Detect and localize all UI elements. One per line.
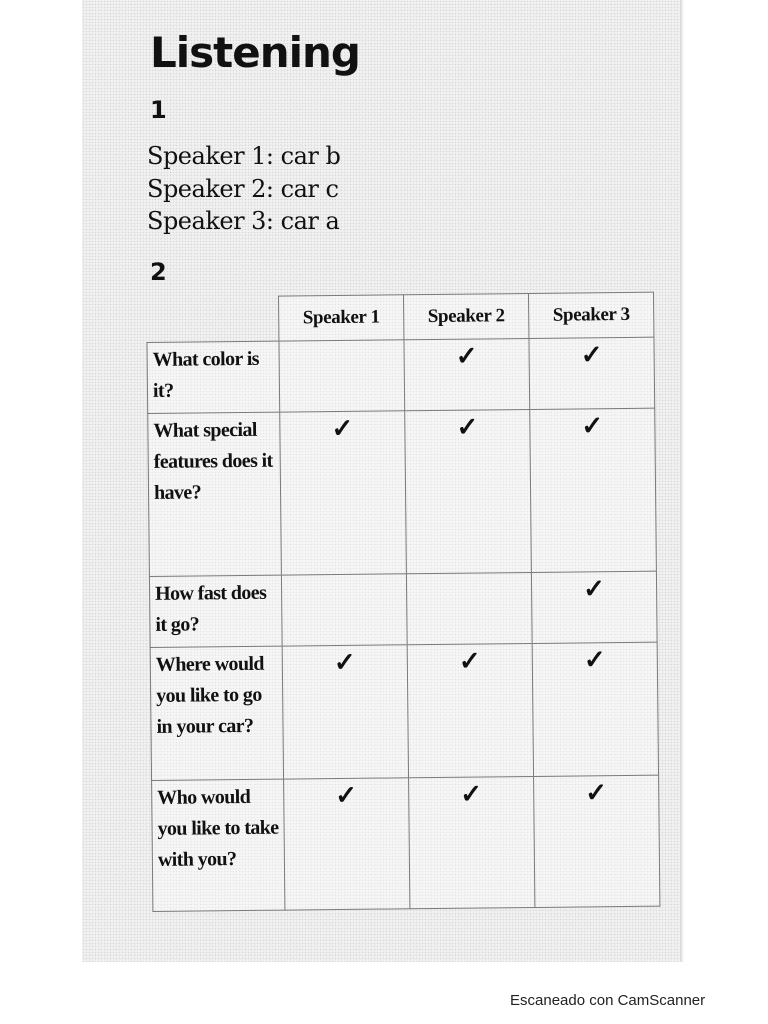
check-cell <box>406 572 532 644</box>
question-speed: How fast does it go? <box>149 575 282 647</box>
table-header-row <box>147 292 654 342</box>
answer-speaker-3: Speaker 3: car a <box>147 207 340 235</box>
question-companion: Who would you like to take with you? <box>152 779 285 911</box>
section-1-number: 1 <box>150 96 167 124</box>
answer-table-wrapper <box>146 292 660 912</box>
question-color: What color is it? <box>147 341 280 413</box>
table-corner <box>147 296 279 342</box>
answer-table <box>146 292 660 912</box>
table-row <box>152 775 660 911</box>
check-cell: ✓ <box>405 409 532 573</box>
scanner-watermark: Escaneado con CamScanner <box>510 992 706 1009</box>
check-cell: ✓ <box>282 645 408 779</box>
question-destination: Where would you like to go in your car? <box>150 646 283 780</box>
column-header-speaker-3: Speaker 3 <box>528 292 653 338</box>
check-cell: ✓ <box>531 571 657 643</box>
answer-speaker-1: Speaker 1: car b <box>147 142 341 170</box>
check-cell: ✓ <box>529 337 655 409</box>
question-features: What special features does it have? <box>148 412 282 576</box>
check-cell: ✓ <box>284 778 410 910</box>
check-cell: ✓ <box>530 408 657 572</box>
check-cell <box>279 340 405 412</box>
answer-speaker-2: Speaker 2: car c <box>147 174 339 203</box>
table-row <box>149 571 657 647</box>
table-row <box>150 642 658 780</box>
section-2-number: 2 <box>150 258 167 286</box>
check-cell: ✓ <box>532 642 658 776</box>
page-edge <box>680 0 684 962</box>
check-cell: ✓ <box>407 643 533 777</box>
check-cell: ✓ <box>404 338 530 410</box>
check-cell <box>281 574 407 646</box>
check-cell: ✓ <box>280 411 407 575</box>
page-title: Listening <box>150 28 360 77</box>
column-header-speaker-1: Speaker 1 <box>278 295 403 341</box>
speaker-answers <box>147 140 447 238</box>
column-header-speaker-2: Speaker 2 <box>403 293 528 339</box>
table-row <box>148 408 657 576</box>
check-cell: ✓ <box>409 776 535 908</box>
table-row <box>147 337 655 413</box>
check-cell: ✓ <box>534 775 660 907</box>
